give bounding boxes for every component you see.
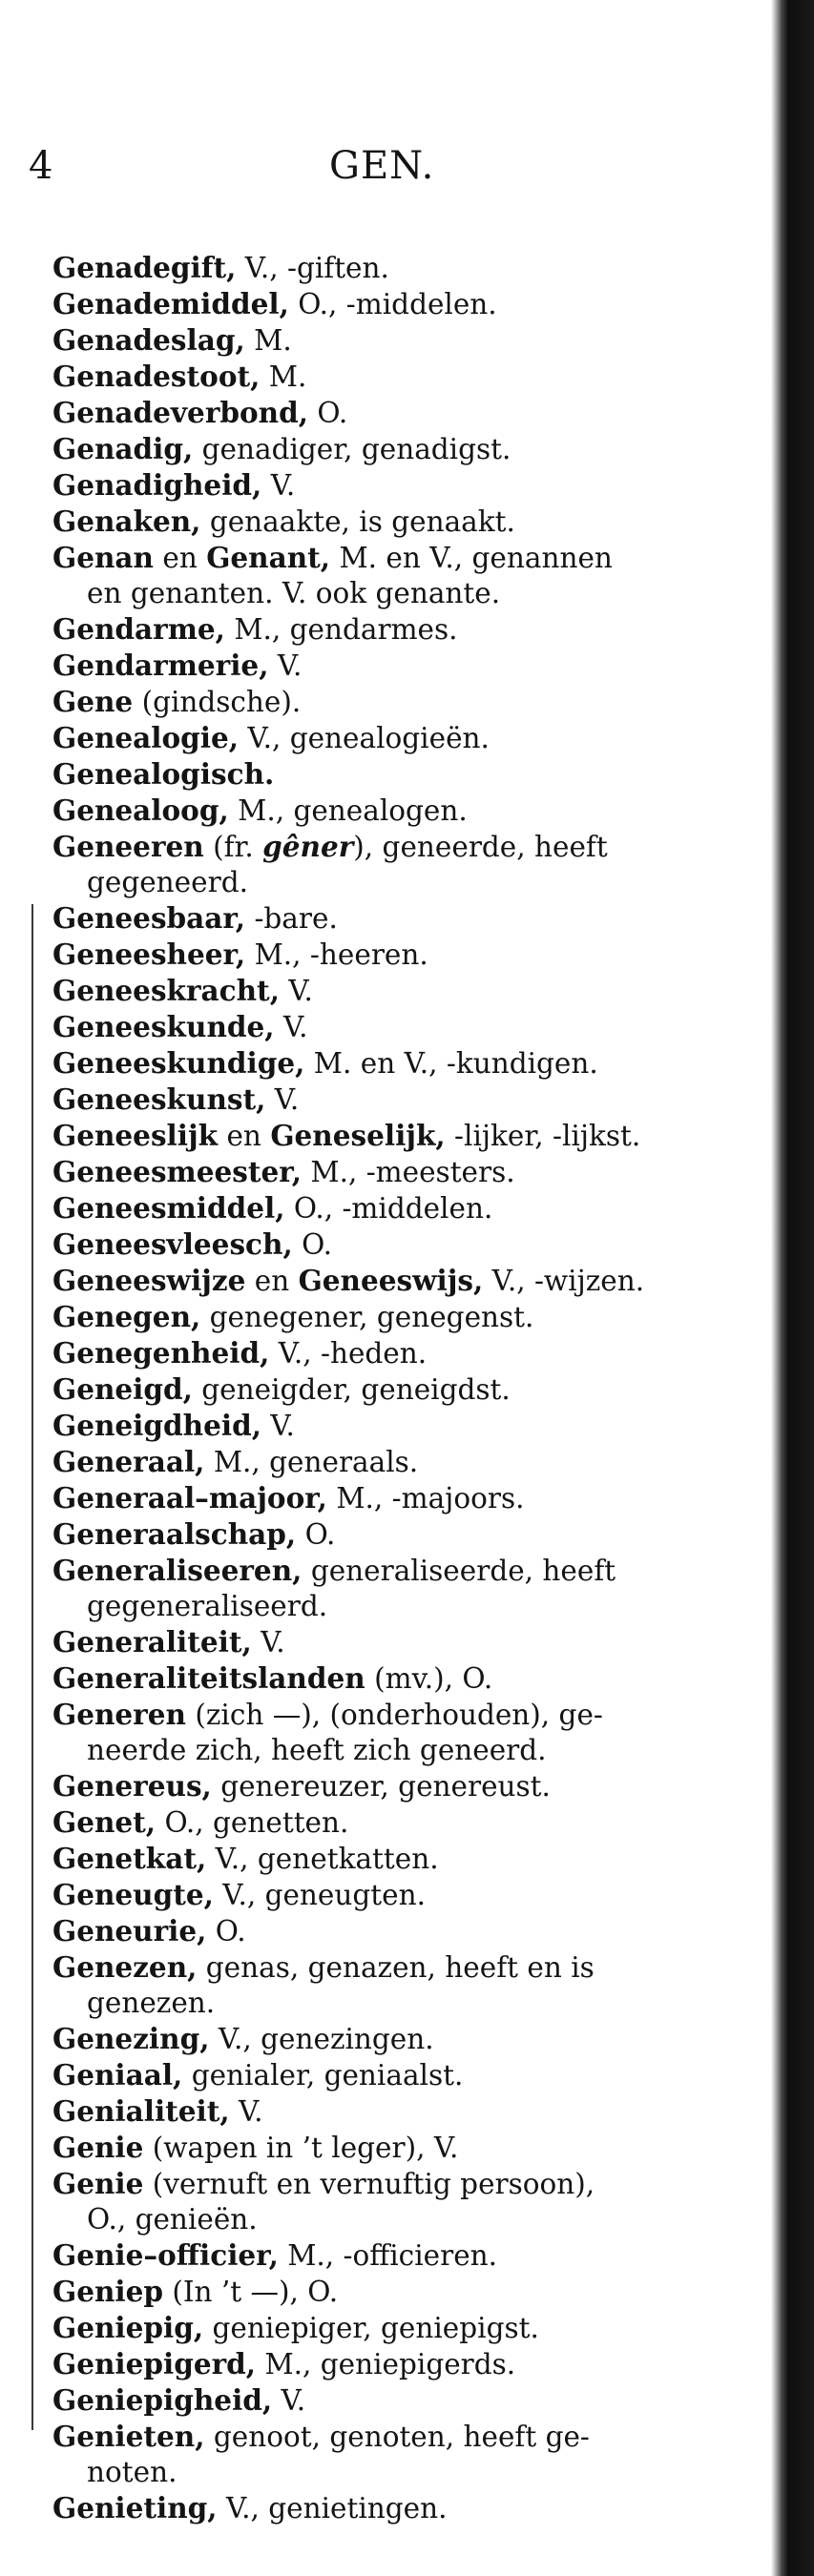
dictionary-entry [52,2310,740,2346]
dictionary-entry [52,2166,740,2237]
headword: Genealogie, [52,721,240,754]
entry-text: (fr. [203,831,263,863]
entry-text: V. [229,2095,263,2128]
dictionary-entry [52,2057,740,2093]
entry-text: gegeneerd. [87,866,248,898]
book-spine-edge [771,0,814,2576]
headword: Gendarme, [52,612,225,646]
headword: Genie [52,2131,144,2164]
headword: Geniepig, [52,2311,204,2344]
headword: Geneeswijs, [298,1264,484,1297]
headword: Genet, [52,1805,157,1839]
entry-text: V., genetkatten. [206,1843,439,1875]
entry-text: en [245,1265,299,1297]
entry-text: (mv.), O. [365,1662,493,1695]
entry-text: genezen. [87,1987,216,2019]
dictionary-entry [52,1371,740,1408]
headword: Geneesmeester, [52,1155,302,1188]
headword: Genealoog, [52,793,229,827]
headword: Geniepigerd, [52,2347,257,2380]
dictionary-entry [52,793,740,829]
entry-text: V. [279,975,313,1007]
dictionary-entry [52,1190,740,1226]
headword: Generen [52,1698,186,1731]
headword: Geneeslijk [52,1119,219,1152]
entry-text: M., geniepigerds. [256,2348,516,2380]
dictionary-entry [52,1444,740,1480]
dictionary-entry [52,1118,740,1154]
dictionary-entry [52,1913,740,1949]
dictionary-entry [52,973,740,1009]
headword: Geneesbaar, [52,901,246,935]
entry-text: O., genetten. [156,1806,349,1839]
dictionary-entry [52,1480,740,1516]
dictionary-entry [52,756,740,793]
dictionary-entry [52,648,740,684]
headword: Geniaal, [52,2058,183,2092]
entry-text: M., gendarmes. [224,613,458,646]
dictionary-entry [52,2237,740,2274]
dictionary-entry [52,286,740,322]
dictionary-entry [52,1408,740,1444]
entry-text: V., -wijzen. [483,1265,645,1297]
headword: Geneesmiddel, [52,1191,285,1225]
headword: Generaliteit, [52,1625,252,1659]
entry-text: M. en V., genannen [330,542,613,574]
entry-text: V., -giften. [236,252,389,284]
entry-text: V., genezingen. [209,2023,434,2055]
entry-text: -bare. [245,902,338,935]
entry-text: (vernuft en vernuftig persoon), [143,2168,595,2200]
entry-text: (In ’t —), O. [163,2276,339,2308]
headword: Geneugte, [52,1878,214,1911]
running-head: GEN. [329,144,435,188]
headword: Genadeslag, [52,323,245,357]
dictionary-entry [52,611,740,648]
dictionary-entry [52,829,740,900]
entry-text: genegener, genegenst. [200,1301,534,1333]
headword: Geneeswijze [52,1264,246,1297]
headword: Genadigheid, [52,468,262,502]
headword: Genezen, [52,1950,198,1984]
entry-text: generaliseerde, heeft [302,1555,616,1587]
headword: Geniep [52,2275,164,2308]
entry-text: M., generaals. [204,1446,419,1478]
headword: Geneurie, [52,1914,207,1947]
entry-text: noten. [87,2456,177,2488]
headword: Generaliteitslanden [52,1661,365,1695]
entry-text: genaakte, is genaakt. [200,505,515,538]
entry-text: V. [265,1083,300,1116]
headword: Geneesvleesch, [52,1227,293,1261]
headword: Genie [52,2167,144,2200]
dictionary-entry [52,504,740,540]
dictionary-entry [52,2490,740,2526]
entry-text: genereuzer, genereust. [211,1770,551,1803]
headword: Gene [52,685,134,718]
dictionary-entry [52,1949,740,2021]
entry-text: geniepiger, geniepigst. [203,2312,539,2344]
headword: Genadegift, [52,251,237,284]
headword: Genetkat, [52,1842,207,1875]
entry-text: en genanten. V. ook genante. [87,577,501,609]
headword: Genadestoot, [52,360,261,393]
entry-text: V., -heden. [269,1337,428,1370]
dictionary-entry [52,1768,740,1804]
entry-text: M. [260,361,307,393]
dictionary-entry [52,1009,740,1045]
headword: Geneigd, [52,1372,193,1406]
dictionary-entry [52,395,740,431]
headword: Geneeskracht, [52,974,280,1007]
entry-text: V. [261,469,296,502]
entry-text: V., genietingen. [217,2492,448,2524]
dictionary-entry [52,2130,740,2166]
entry-text: O. [296,1518,336,1551]
dictionary-entry [52,1516,740,1553]
dictionary-entry [52,2346,740,2382]
entry-text: V. [274,1011,308,1043]
headword: Genadig, [52,432,194,465]
headword: Generaliseeren, [52,1554,303,1587]
dictionary-entry [52,900,740,937]
dictionary-entry [52,1660,740,1697]
dictionary-entry [52,2093,740,2130]
entry-text: -lijker, -lijkst. [445,1120,641,1152]
page-number: 4 [29,144,53,188]
entry-text: genadiger, genadigst. [193,433,511,465]
dictionary-entry [52,1045,740,1082]
dictionary-entry [52,540,740,611]
entry-list [52,250,740,2526]
dictionary-entry [52,1263,740,1299]
headword: Genezing, [52,2022,210,2055]
dictionary-entry [52,1841,740,1877]
entry-text: M., -heeren. [245,938,428,971]
entry-text: genas, genazen, heeft en is [197,1951,595,1984]
dictionary-entry [52,2274,740,2310]
dictionary-entry [52,2021,740,2057]
margin-rule-line [31,904,33,2430]
entry-text: V., genealogieën. [239,722,490,754]
entry-text: geneigder, geneigdst. [192,1373,511,1406]
headword: Gendarmerie, [52,649,269,682]
dictionary-entry [52,2382,740,2419]
dictionary-entry [52,1553,740,1624]
headword: Generaal–majoor, [52,1481,327,1515]
headword: Geneeskundige, [52,1046,305,1080]
entry-text: O., genieën. [87,2203,258,2236]
entry-text: M. en V., -kundigen. [304,1047,598,1080]
entry-text: (zich —), (onderhouden), ge- [185,1699,603,1731]
entry-text: O., -middelen. [288,288,497,320]
headword: Geneeskunst, [52,1082,266,1116]
entry-text: V. [251,1626,285,1659]
entry-text: V. [272,2384,306,2417]
entry-text: M., -officieren. [278,2239,498,2272]
headword: Genialiteit, [52,2094,230,2128]
entry-text: (wapen in ’t leger), V. [143,2132,459,2164]
headword: Genant, [206,541,331,574]
headword: Geniepigheid, [52,2383,273,2417]
headword: Generaalschap, [52,1517,297,1551]
entry-text: M., -meesters. [301,1156,515,1188]
dictionary-entry [52,467,740,504]
headword: Genademiddel, [52,287,289,320]
headword: Geneeren [52,830,204,863]
dictionary-entry [52,1877,740,1913]
entry-text: V., geneugten. [213,1879,426,1911]
headword: Geneselijk, [270,1119,446,1152]
headword: Genaken, [52,505,201,538]
entry-text: M. [244,324,292,357]
dictionary-entry [52,1154,740,1190]
dictionary-entry [52,1299,740,1335]
entry-text: O. [308,397,348,429]
dictionary-entry [52,720,740,756]
entry-text: en [218,1120,271,1152]
entry-text: gegeneraliseerd. [87,1590,328,1622]
entry-text: (gindsche). [133,686,302,718]
headword: Generaal, [52,1445,205,1478]
entry-text: en [153,542,207,574]
entry-text: M., genealogen. [228,794,468,827]
headword: Genieting, [52,2491,218,2524]
etymology-word: gêner [262,830,354,863]
headword: Genereus, [52,1769,212,1803]
entry-text: genialer, geniaalst. [182,2059,464,2092]
dictionary-entry [52,1624,740,1660]
entry-text: neerde zich, heeft zich geneerd. [87,1734,547,1766]
dictionary-entry [52,1335,740,1371]
dictionary-entry [52,684,740,720]
headword: Genan [52,541,154,574]
dictionary-entry [52,431,740,467]
entry-text: V. [261,1410,295,1442]
headword: Genealogisch. [52,757,275,791]
dictionary-entry [52,2419,740,2490]
entry-text: O., -middelen. [284,1192,493,1225]
headword: Geneigdheid, [52,1409,261,1442]
entry-text: ), geneerde, heeft [353,831,608,863]
headword: Genegen, [52,1300,201,1333]
dictionary-entry [52,359,740,395]
entry-text: O. [206,1915,246,1947]
dictionary-entry [52,1082,740,1118]
entry-text: V. [268,649,303,682]
dictionary-entry [52,250,740,286]
headword: Genie–officier, [52,2238,279,2272]
headword: Geneesheer, [52,938,246,971]
entry-text: genoot, genoten, heeft ge- [204,2421,590,2453]
dictionary-entry [52,1697,740,1768]
headword: Genadeverbond, [52,396,309,429]
dictionary-entry [52,937,740,973]
dictionary-entry [52,1804,740,1841]
headword: Geneeskunde, [52,1010,275,1043]
entry-text: O. [292,1228,332,1261]
entry-text: M., -majoors. [326,1482,525,1515]
dictionary-entry [52,322,740,359]
dictionary-entry [52,1226,740,1263]
headword: Genegenheid, [52,1336,270,1370]
headword: Genieten, [52,2420,205,2453]
